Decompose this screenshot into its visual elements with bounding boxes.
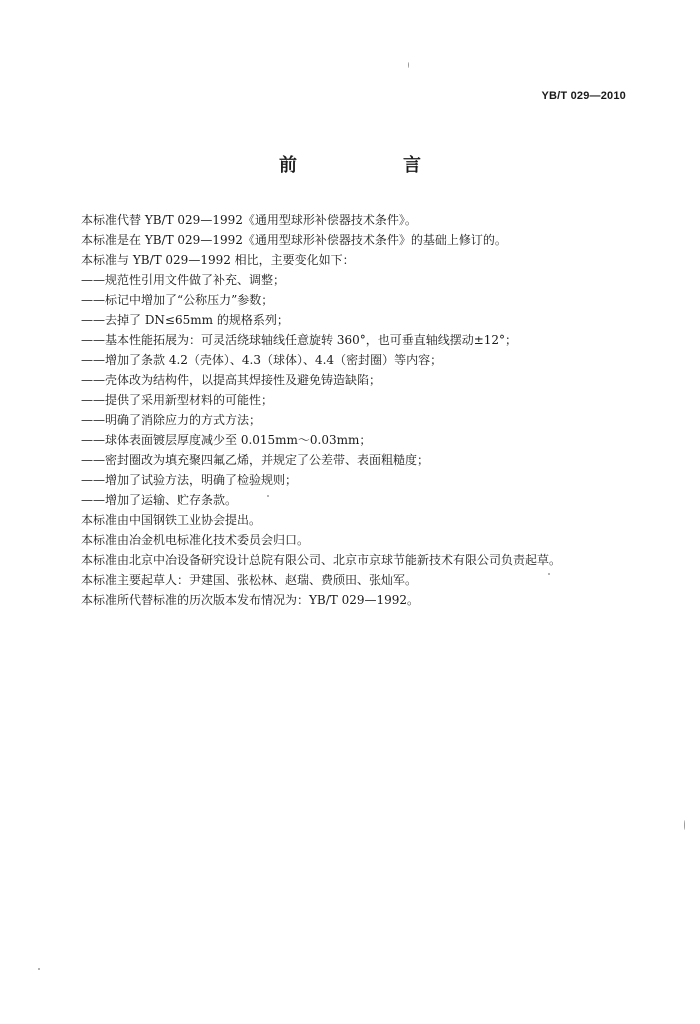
change-item: ——增加了试验方法，明确了检验规则； bbox=[81, 473, 298, 487]
change-item: ——规范性引用文件做了补充、调整； bbox=[81, 273, 286, 287]
standard-code: YB/T 029—2010 bbox=[541, 90, 626, 102]
scan-speck bbox=[408, 62, 409, 68]
body-line: 本标准由冶金机电标准化技术委员会归口。 bbox=[81, 533, 310, 547]
foreword-body bbox=[81, 210, 641, 610]
page-title: 前 言 bbox=[279, 155, 465, 176]
change-item: ——标记中增加了“公称压力”参数； bbox=[81, 293, 274, 307]
body-line: 本标准代替 YB/T 029—1992《通用型球形补偿器技术条件》。 bbox=[81, 213, 417, 227]
body-line: 本标准由北京中冶设备研究设计总院有限公司、北京市京球节能新技术有限公司负责起草。 bbox=[81, 553, 562, 567]
scan-speck bbox=[684, 820, 685, 830]
change-item: ——球体表面镀层厚度减少至 0.015mm～0.03mm； bbox=[81, 433, 372, 447]
body-line: 本标准与 YB/T 029—1992 相比，主要变化如下： bbox=[81, 253, 355, 267]
scan-speck bbox=[548, 573, 550, 575]
change-item: ——增加了运输、贮存条款。 bbox=[81, 493, 238, 507]
change-item: ——明确了消除应力的方式方法； bbox=[81, 413, 262, 427]
change-item: ——增加了条款 4.2（壳体）、4.3（球体）、4.4（密封圈）等内容； bbox=[81, 353, 443, 367]
change-item: ——去掉了 DN≤65mm 的规格系列； bbox=[81, 313, 289, 327]
change-item: ——提供了采用新型材料的可能性； bbox=[81, 393, 274, 407]
scan-speck bbox=[267, 495, 269, 497]
body-line: 本标准主要起草人：尹建国、张松林、赵瑞、费颀田、张灿军。 bbox=[81, 573, 418, 587]
scan-speck bbox=[38, 968, 40, 970]
change-item: ——基本性能拓展为：可灵活绕球轴线任意旋转 360°，也可垂直轴线摆动±12°； bbox=[81, 333, 518, 347]
change-item: ——密封圈改为填充聚四氟乙烯，并规定了公差带、表面粗糙度； bbox=[81, 453, 430, 467]
body-line: 本标准所代替标准的历次版本发布情况为：YB/T 029—1992。 bbox=[81, 593, 420, 607]
change-item: ——壳体改为结构件，以提高其焊接性及避免铸造缺陷； bbox=[81, 373, 382, 387]
body-line: 本标准由中国钢铁工业协会提出。 bbox=[81, 513, 262, 527]
body-line: 本标准是在 YB/T 029—1992《通用型球形补偿器技术条件》的基础上修订的。 bbox=[81, 233, 507, 247]
